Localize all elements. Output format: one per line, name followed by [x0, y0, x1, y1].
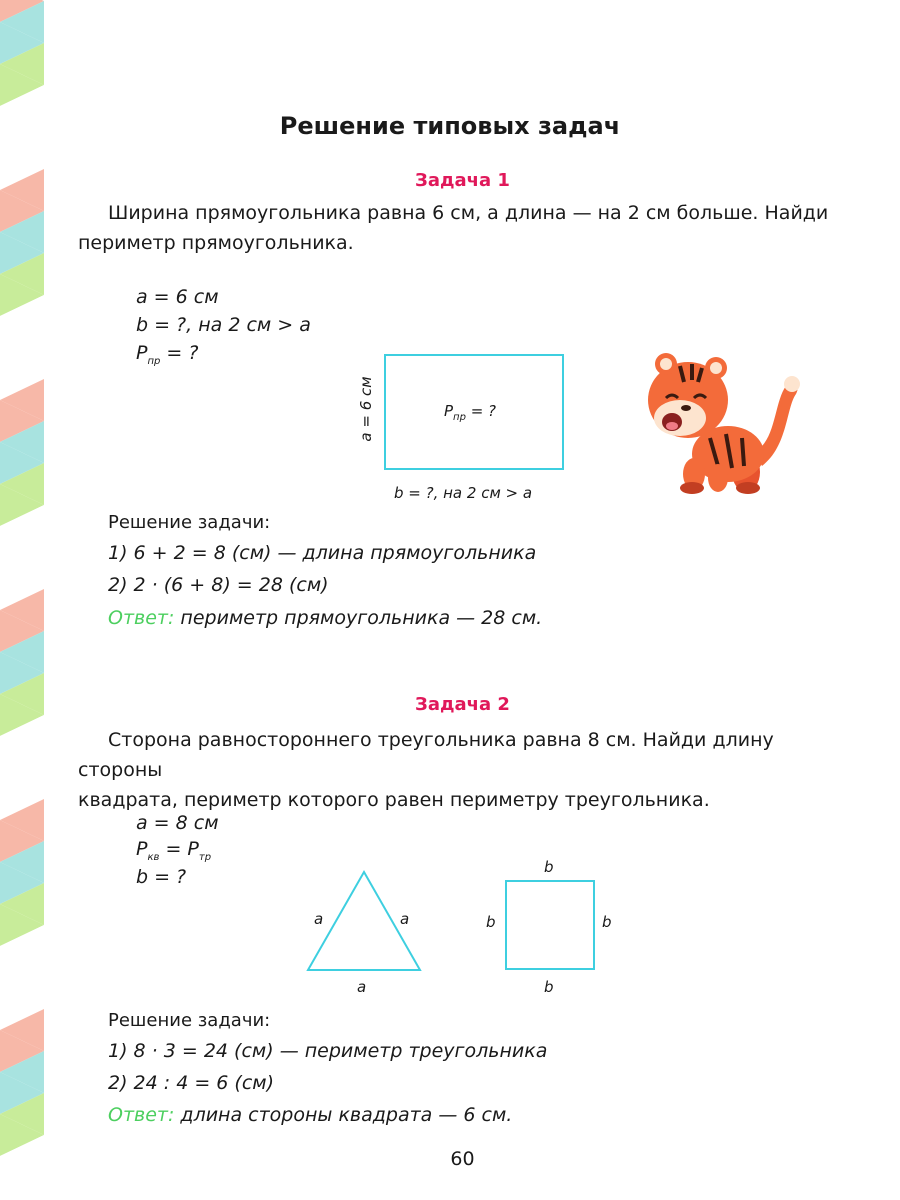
task2-step1: 1) 8 · 3 = 24 (см) — периметр треугольника [108, 1040, 548, 1062]
task2-answer [108, 1104, 512, 1126]
task2-given-a: a = 8 см [136, 812, 219, 834]
task2-text-line2: квадрата, периметр которого равен периметру треугольника. [78, 789, 710, 811]
task1-answer-text: периметр прямоугольника — 28 см. [174, 607, 543, 629]
tiger-illustration [636, 342, 802, 496]
rectangle-bottom-label: b = ?, на 2 см > a [394, 484, 533, 502]
task1-solution-label: Решение задачи: [108, 512, 271, 533]
task2-text-line1: Сторона равностороннего треугольника равна 8 см. Найди длину стороны [78, 729, 774, 781]
triangle-right-label: a [400, 910, 410, 928]
triangle-bottom-label: a [357, 978, 367, 996]
rectangle-side-label: a = 6 см [357, 376, 375, 442]
task1-text [78, 198, 848, 258]
task2-step2: 2) 24 : 4 = 6 (см) [108, 1072, 275, 1094]
task2-given-b: b = ? [136, 866, 187, 888]
task2-answer-label: Ответ: [108, 1104, 175, 1126]
task2-text [78, 725, 848, 815]
page-number: 60 [450, 1148, 475, 1170]
task1-given-b: b = ?, на 2 см > a [136, 314, 311, 336]
square-left-label: b [486, 913, 496, 931]
square-top-label: b [544, 858, 554, 876]
task2-given-p: $P_{кв} = P_{тр}$ [136, 838, 212, 863]
square-shape [505, 880, 595, 970]
task1-answer-label: Ответ: [108, 607, 175, 629]
task2-answer-text: длина стороны квадрата — 6 см. [174, 1104, 513, 1126]
square-right-label: b [602, 913, 612, 931]
task1-step1: 1) 6 + 2 = 8 (см) — длина прямоугольника [108, 542, 537, 564]
task2-solution-label: Решение задачи: [108, 1010, 271, 1031]
triangle-left-label: a [314, 910, 324, 928]
task1-title: Задача 1 [415, 170, 510, 191]
page-title: Решение типовых задач [279, 112, 621, 140]
task1-step2: 2) 2 · (6 + 8) = 28 (см) [108, 574, 329, 596]
task1-given-p: $P_{пр}$ = ? [136, 342, 199, 367]
task1-text-line1: Ширина прямоугольника равна 6 см, а длина — на 2 см больше. Найди [108, 202, 829, 224]
task1-answer [108, 607, 542, 629]
square-bottom-label: b [544, 978, 554, 996]
task1-given-a: a = 6 см [136, 286, 219, 308]
task1-text-line2: периметр прямоугольника. [78, 232, 354, 254]
task2-title: Задача 2 [415, 694, 510, 715]
rectangle-perimeter-label: $P_{пр}$ = ? [444, 402, 497, 423]
